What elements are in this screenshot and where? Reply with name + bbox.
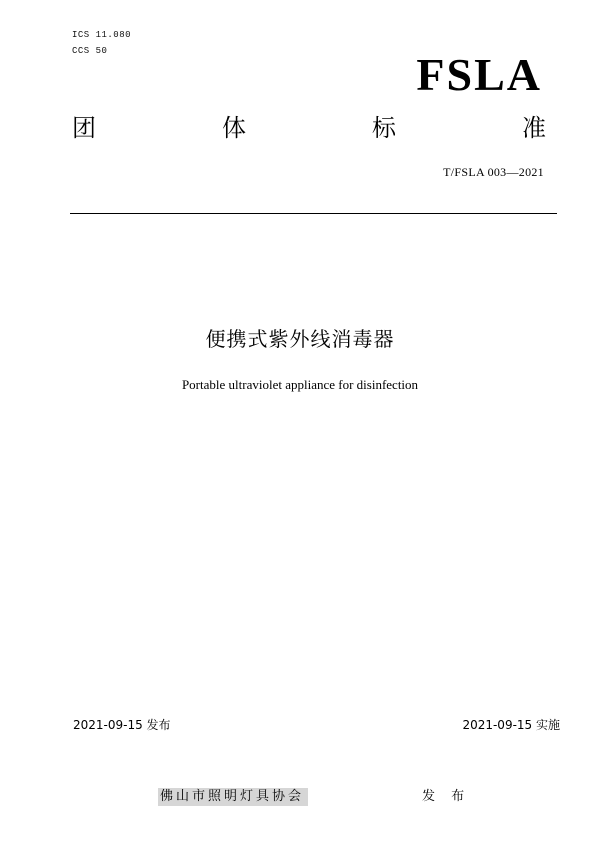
publisher-name: 佛山市照明灯具协会 [158,788,308,806]
implementation-date: 2021-09-15 实施 [462,718,560,732]
ccs-code: CCS 50 [72,46,108,56]
document-title-zh: 便携式紫外线消毒器 [205,327,395,351]
standard-type-char-3: 标 [372,114,396,142]
standard-number: T/FSLA 003—2021 [443,165,544,179]
document-title-en: Portable ultraviolet appliance for disinfection [181,377,419,392]
standard-type-heading [72,116,546,140]
fsla-logo: FSLA [416,49,542,100]
publish-label: 发 布 [422,789,471,804]
standard-type-char-4: 准 [522,114,546,142]
standard-type-char-1: 团 [72,114,96,142]
ics-code: ICS 11.080 [72,30,132,40]
issue-date: 2021-09-15 发布 [73,718,171,732]
standard-type-char-2: 体 [222,114,246,142]
header-divider [70,213,557,214]
